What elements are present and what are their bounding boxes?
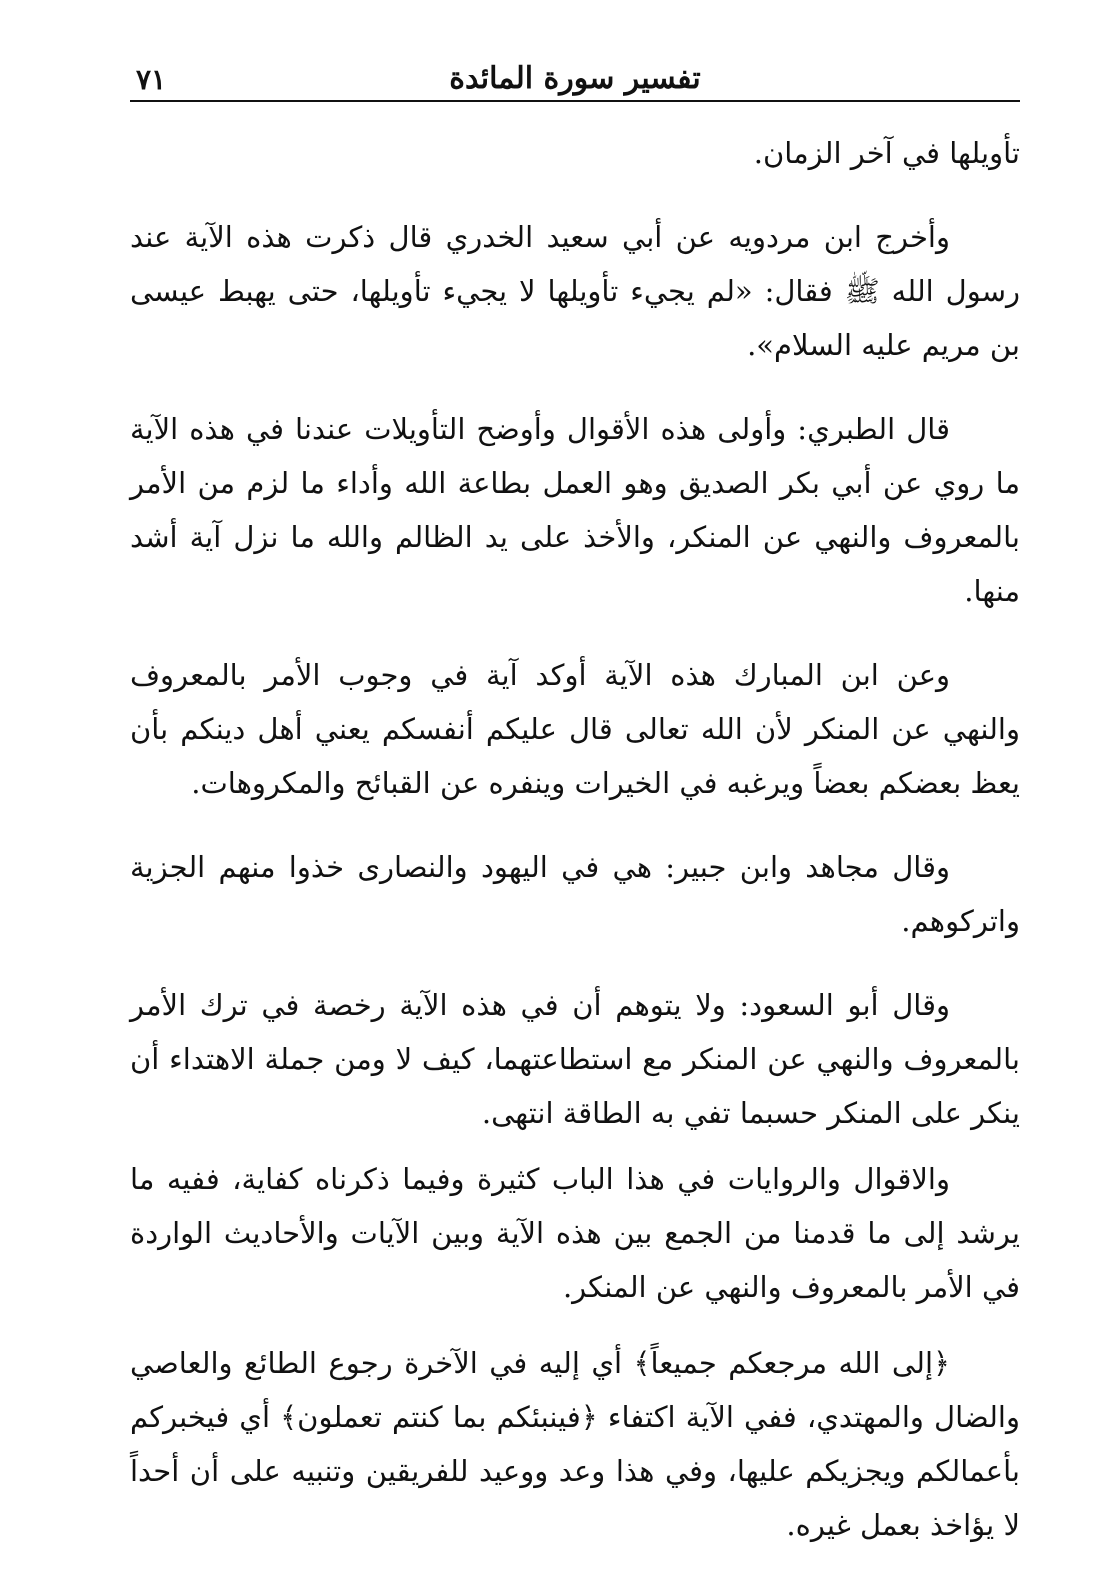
paragraph-3: قال الطبري: وأولى هذه الأقوال وأوضح التأويلات عندنا في هذه الآية ما روي عن أبي بكر الصديق وهو العمل بطاعة الله وأداء ما لزم من الأمر بالمعروف والنهي عن المنكر، والأخذ على يد الظالم والله ما نزل آية أشد منها.: [130, 412, 1020, 608]
running-title: تفسير سورة المائدة: [449, 61, 701, 96]
page-number: ٧١: [136, 63, 167, 96]
paragraph-2: وأخرج ابن مردويه عن أبي سعيد الخدري قال ذكرت هذه الآية عند رسول الله ﷺ فقال: «لم يجيء تأويلها لا يجيء تأويلها، حتى يهبط عيسى بن مريم عليه السلام».: [130, 220, 1020, 362]
paragraph-6: وقال أبو السعود: ولا يتوهم أن في هذه الآية رخصة في ترك الأمر بالمعروف والنهي عن المنكر مع استطاعتهما، كيف لا ومن جملة الاهتداء أن ينكر على المنكر حسبما تفي به الطاقة انتهى.: [130, 988, 1020, 1130]
page-body: [130, 126, 1020, 1552]
paragraph-4: وعن ابن المبارك هذه الآية أوكد آية في وجوب الأمر بالمعروف والنهي عن المنكر لأن الله تعالى قال عليكم أنفسكم يعني أهل دينكم بأن يعظ بعضكم بعضاً ويرغبه في الخيرات وينفره عن القبائح والمكروهات.: [130, 658, 1020, 800]
paragraph-1: تأويلها في آخر الزمان.: [753, 136, 1020, 170]
paragraph-8: ﴿إلى الله مرجعكم جميعاً﴾ أي إليه في الآخرة رجوع الطائع والعاصي والضال والمهتدي، ففي الآية اكتفاء ﴿فينبئكم بما كنتم تعملون﴾ أي فيخبركم بأعمالكم ويجزيكم عليها، وفي هذا وعد ووعيد للفريقين وتنبيه على أن أحداً لا يؤاخذ بعمل غيره.: [130, 1346, 1020, 1542]
page-header: [130, 55, 1020, 103]
paragraph-7: والاقوال والروايات في هذا الباب كثيرة وفيما ذكرناه كفاية، ففيه ما يرشد إلى ما قدمنا من الجمع بين هذه الآية وبين الآيات والأحاديث الواردة في الأمر بالمعروف والنهي عن المنكر.: [130, 1162, 1020, 1304]
paragraph-5: وقال مجاهد وابن جبير: هي في اليهود والنصارى خذوا منهم الجزية واتركوهم.: [130, 850, 1020, 938]
header-rule: [130, 100, 1020, 102]
